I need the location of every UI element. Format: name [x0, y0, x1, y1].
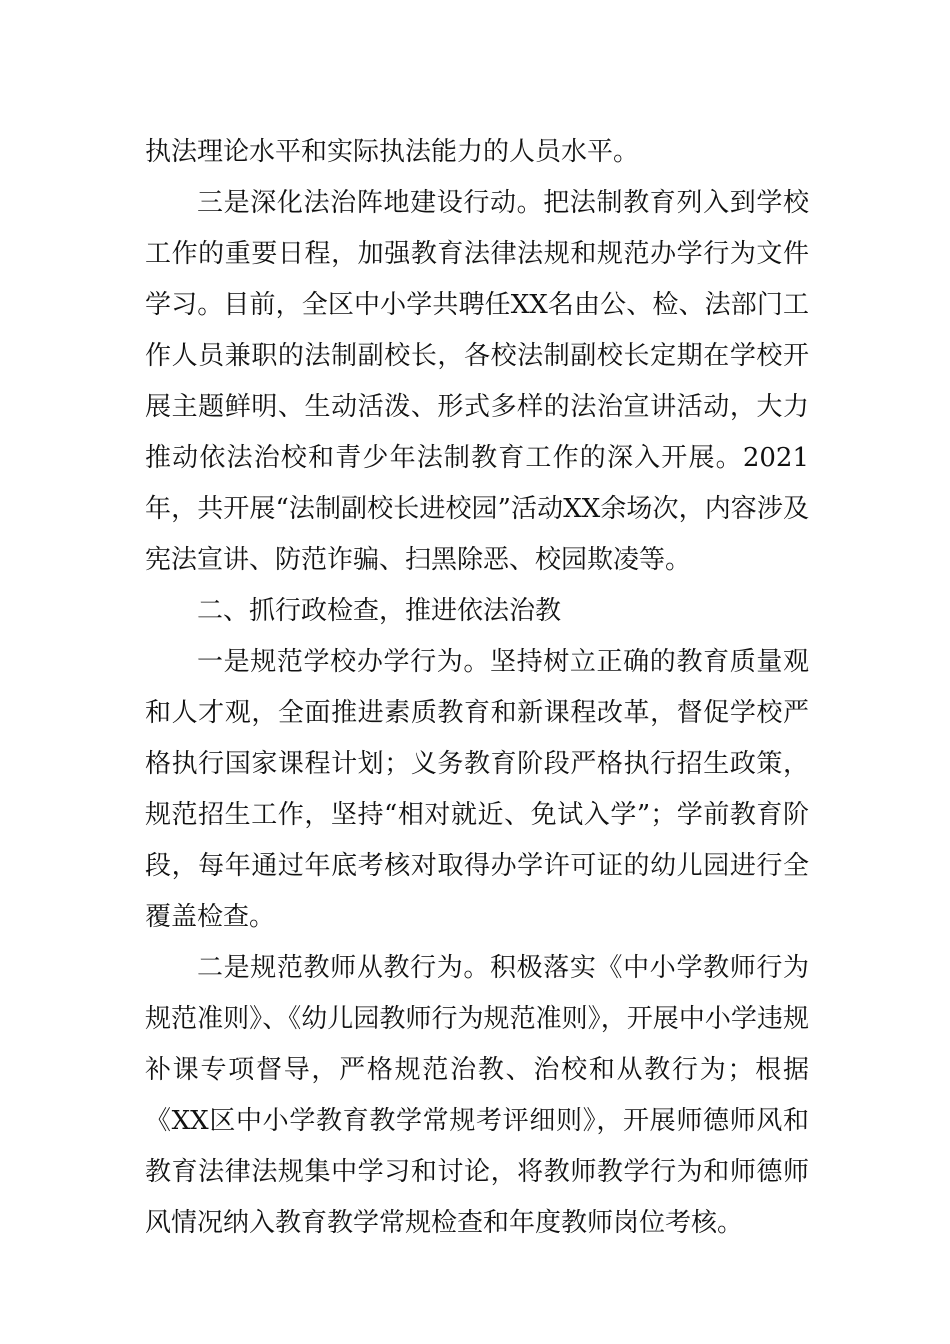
section-heading: 二、抓行政检查，推进依法治教: [197, 596, 562, 626]
document-body: [145, 127, 809, 1249]
paragraph-continuation: 执法理论水平和实际执法能力的人员水平。: [145, 137, 640, 167]
paragraph-school-conduct: 一是规范学校办学行为。坚持树立正确的教育质量观和人才观，全面推进素质教育和新课程改革，督促学校严格执行国家课程计划；义务教育阶段严格执行招生政策，规范招生工作，坚持“相对就近、免试入学”；学前教育阶段，每年通过年底考核对取得办学许可证的幼儿园进行全覆盖检查。: [145, 647, 809, 932]
paragraph-legal-education: 三是深化法治阵地建设行动。把法制教育列入到学校工作的重要日程，加强教育法律法规和规范办学行为文件学习。目前，全区中小学共聘任XX名由公、检、法部门工作人员兼职的法制副校长，各校法制副校长定期在学校开展主题鲜明、生动活泼、形式多样的法治宣讲活动，大力推动依法治校和青少年法制教育工作的深入开展。2021年，共开展“法制副校长进校园”活动XX余场次，内容涉及宪法宣讲、防范诈骗、扫黑除恶、校园欺凌等。: [145, 188, 809, 575]
paragraph-teacher-conduct: 二是规范教师从教行为。积极落实《中小学教师行为规范准则》、《幼儿园教师行为规范准则》，开展中小学违规补课专项督导，严格规范治教、治校和从教行为；根据《XX区中小学教育教学常规考评细则》，开展师德师风和教育法律法规集中学习和讨论，将教师教学行为和师德师风情况纳入教育教学常规检查和年度教师岗位考核。: [145, 953, 809, 1238]
